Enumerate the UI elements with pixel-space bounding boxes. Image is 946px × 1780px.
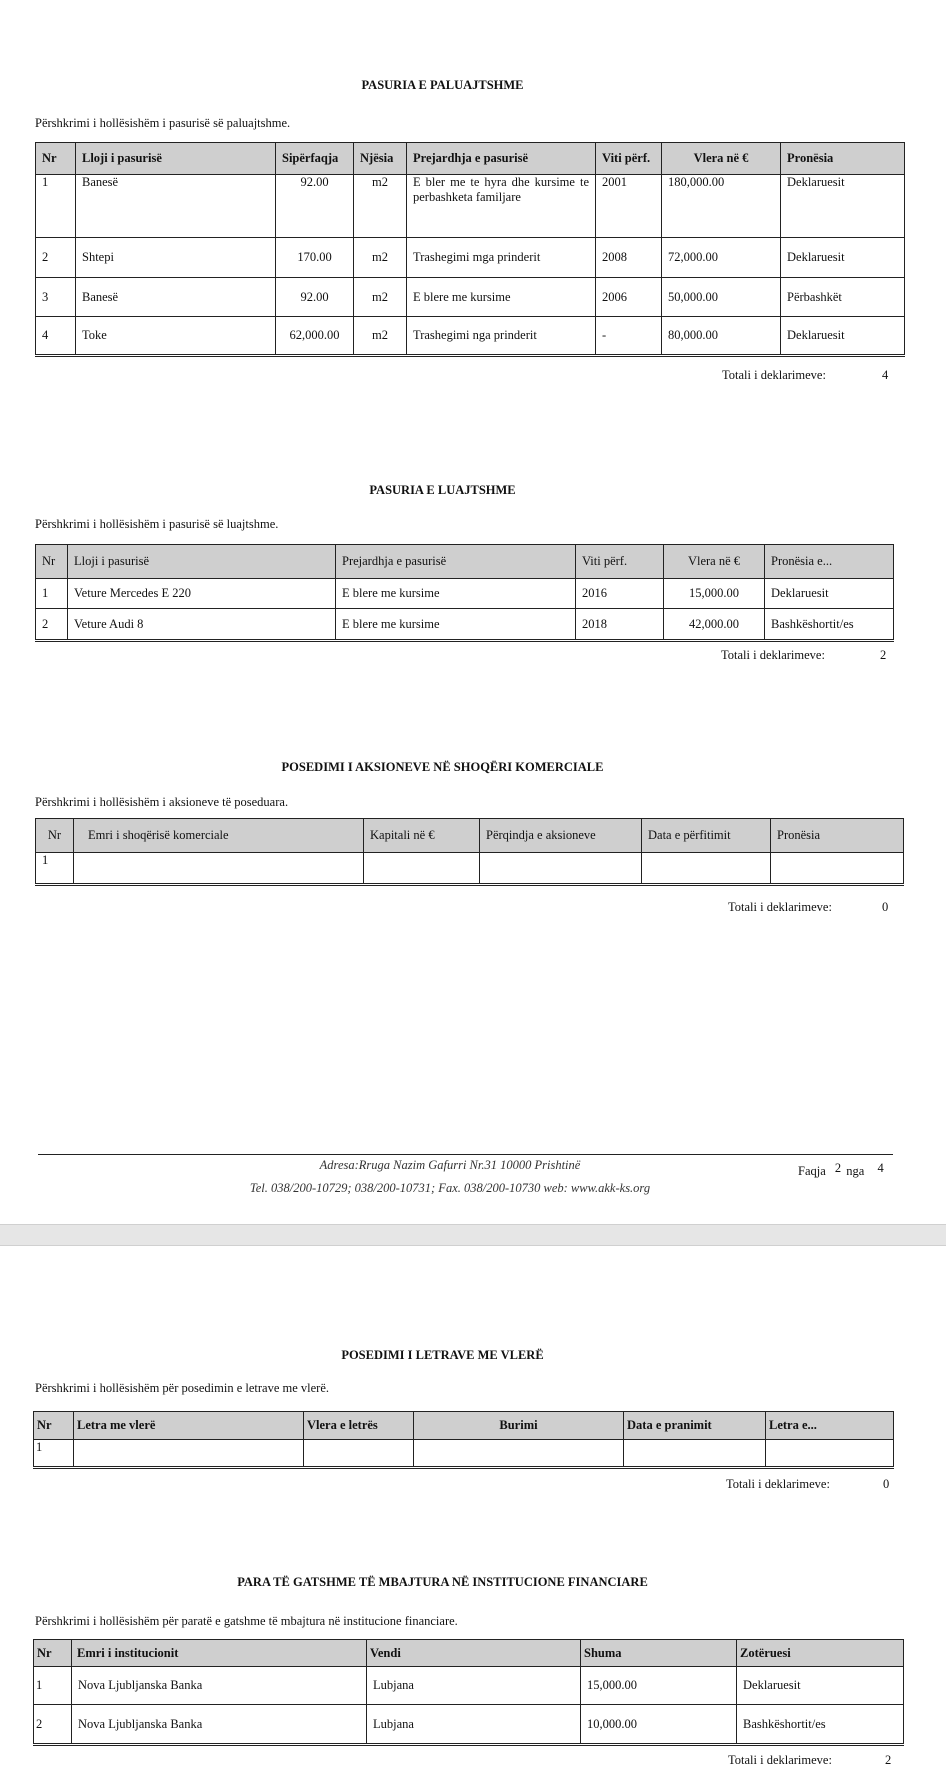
footer-address: Adresa:Rruga Nazim Gafurri Nr.31 10000 Prishtinë [319,1158,581,1172]
col-header: Vlera në € [662,143,781,175]
cell-date [624,1440,766,1468]
col-header: Sipërfaqja [276,143,354,175]
cell-value [304,1440,414,1468]
cell-owner: Deklaruesit [737,1667,904,1705]
cell-owner: Bashkëshortit/es [765,609,894,641]
cell-percent [480,853,642,885]
cell-value: 180,000.00 [662,175,781,238]
table-row [36,317,905,356]
col-header: Nr [36,545,68,579]
cell-unit: m2 [354,278,407,317]
cell-company [74,853,364,885]
cell-type: Banesë [76,175,276,238]
cell-nr: 1 [36,175,76,238]
col-header: Përqindja e aksioneve [480,819,642,853]
table-row [34,1705,904,1745]
cell-nr: 1 [34,1440,74,1468]
cell-source [414,1440,624,1468]
col-header: Vlera në € [664,545,765,579]
cell-origin: Trashegimi mga prinderit [407,238,596,278]
col-header: Pronësia e... [765,545,894,579]
col-header: Kapitali në € [364,819,480,853]
cell-nr: 1 [36,853,74,885]
table-row [34,1440,894,1468]
cell-origin: Trashegimi nga prinderit [407,317,596,356]
cell-type: Veture Mercedes E 220 [68,579,336,609]
col-header: Vendi [367,1640,581,1667]
securities-header-row [34,1412,894,1440]
immovable-total-label: Totali i deklarimeve: [722,368,826,382]
cell-area: 170.00 [276,238,354,278]
col-header: Pronësia [781,143,905,175]
cell-origin: E blere me kursime [336,609,576,641]
cell-year: 2016 [576,579,664,609]
cell-unit: m2 [354,238,407,278]
cell-letter [766,1440,894,1468]
securities-title: POSEDIMI I LETRAVE ME VLERË [341,1348,544,1362]
cell-nr: 3 [36,278,76,317]
cell-value: 50,000.00 [662,278,781,317]
page-break [0,1224,946,1246]
cash-description: Përshkrimi i hollësishëm për paratë e gatshme të mbajtura në institucione financiare. [35,1614,458,1628]
cash-header-row [34,1640,904,1667]
shares-total-label: Totali i deklarimeve: [728,900,832,914]
cell-area: 92.00 [276,278,354,317]
movable-total-label: Totali i deklarimeve: [721,648,825,662]
col-header: Nr [36,143,76,175]
immovable-description: Përshkrimi i hollësishëm i pasurisë së paluajtshme. [35,116,291,130]
cell-owner: Përbashkët [781,278,905,317]
cell-year: 2001 [596,175,662,238]
cash-total-value: 2 [885,1753,892,1767]
cell-nr: 4 [36,317,76,356]
cell-amount: 10,000.00 [581,1705,737,1745]
col-header: Data e përfitimit [642,819,771,853]
shares-table [35,818,904,886]
cell-value: 15,000.00 [664,579,765,609]
col-header: Pronësia [771,819,904,853]
cell-nr: 2 [36,238,76,278]
cell-value: 80,000.00 [662,317,781,356]
cell-amount: 15,000.00 [581,1667,737,1705]
table-row [36,853,904,885]
col-header: Zotëruesi [737,1640,904,1667]
footer-rule [38,1154,893,1155]
col-header: Viti përf. [576,545,664,579]
cell-nr: 2 [34,1705,72,1745]
cell-institution: Nova Ljubljanska Banka [72,1667,367,1705]
cell-origin: E blere me kursime [336,579,576,609]
cell-nr: 1 [34,1667,72,1705]
securities-table [33,1411,894,1469]
page-number [798,1161,884,1179]
cell-owner: Deklaruesit [781,317,905,356]
table-row [36,609,894,641]
cell-capital [364,853,480,885]
col-header: Lloji i pasurisë [68,545,336,579]
cell-type: Veture Audi 8 [68,609,336,641]
col-header: Nr [34,1640,72,1667]
col-header: Data e pranimit [624,1412,766,1440]
shares-total-value: 0 [882,900,889,914]
cell-place: Lubjana [367,1705,581,1745]
col-header: Nr [34,1412,74,1440]
table-row [34,1667,904,1705]
footer-contact: Tel. 038/200-10729; 038/200-10731; Fax. 038/200-10730 web: www.akk-ks.org [249,1181,651,1195]
cell-unit: m2 [354,317,407,356]
cell-nr: 2 [36,609,68,641]
page-label: Faqja [798,1164,826,1178]
immovable-title: PASURIA E PALUAJTSHME [361,78,524,92]
cell-year: 2018 [576,609,664,641]
page-current: 2 [834,1161,842,1175]
cash-total-label: Totali i deklarimeve: [728,1753,832,1767]
col-header: Vlera e letrës [304,1412,414,1440]
cell-place: Lubjana [367,1667,581,1705]
immovable-header-row [36,143,905,175]
immovable-table [35,142,905,357]
cell-owner: Deklaruesit [781,175,905,238]
col-header: Shuma [581,1640,737,1667]
table-row [36,579,894,609]
cell-area: 92.00 [276,175,354,238]
col-header: Nr [36,819,74,853]
movable-table [35,544,894,642]
cell-origin: E bler me te hyra dhe kursime te perbashketa familjare [407,175,596,238]
cell-year: - [596,317,662,356]
table-row [36,175,905,238]
cell-security [74,1440,304,1468]
page-total: 4 [877,1161,884,1175]
col-header: Letra e... [766,1412,894,1440]
movable-description: Përshkrimi i hollësishëm i pasurisë së luajtshme. [35,517,279,531]
cell-type: Shtepi [76,238,276,278]
cell-owner: Deklaruesit [765,579,894,609]
securities-description: Përshkrimi i hollësishëm për posedimin e letrave me vlerë. [35,1381,330,1395]
col-header: Njësia [354,143,407,175]
shares-header-row [36,819,904,853]
movable-title: PASURIA E LUAJTSHME [369,483,516,497]
cell-owner: Deklaruesit [781,238,905,278]
cell-unit: m2 [354,175,407,238]
col-header: Burimi [414,1412,624,1440]
securities-total-label: Totali i deklarimeve: [726,1477,830,1491]
table-row [36,238,905,278]
col-header: Lloji i pasurisë [76,143,276,175]
cell-area: 62,000.00 [276,317,354,356]
col-header: Letra me vlerë [74,1412,304,1440]
cash-table [33,1639,904,1746]
cell-institution: Nova Ljubljanska Banka [72,1705,367,1745]
col-header: Emri i institucionit [72,1640,367,1667]
table-row [36,278,905,317]
cell-type: Toke [76,317,276,356]
col-header: Prejardhja e pasurisë [407,143,596,175]
cell-year: 2008 [596,238,662,278]
cell-date [642,853,771,885]
cell-nr: 1 [36,579,68,609]
col-header: Emri i shoqërisë komerciale [74,819,364,853]
shares-description: Përshkrimi i hollësishëm i aksioneve të poseduara. [35,795,289,809]
movable-total-value: 2 [880,648,887,662]
page-of: nga [846,1164,865,1178]
cell-origin: E blere me kursime [407,278,596,317]
shares-title: POSEDIMI I AKSIONEVE NË SHOQËRI KOMERCIALE [281,760,604,774]
cell-type: Banesë [76,278,276,317]
col-header: Viti përf. [596,143,662,175]
cell-value: 72,000.00 [662,238,781,278]
cash-title: PARA TË GATSHME TË MBAJTURA NË INSTITUCIONE FINANCIARE [237,1575,648,1589]
col-header: Prejardhja e pasurisë [336,545,576,579]
cell-owner: Bashkëshortit/es [737,1705,904,1745]
movable-header-row [36,545,894,579]
immovable-total-value: 4 [882,368,889,382]
cell-owner [771,853,904,885]
securities-total-value: 0 [883,1477,890,1491]
cell-value: 42,000.00 [664,609,765,641]
cell-year: 2006 [596,278,662,317]
